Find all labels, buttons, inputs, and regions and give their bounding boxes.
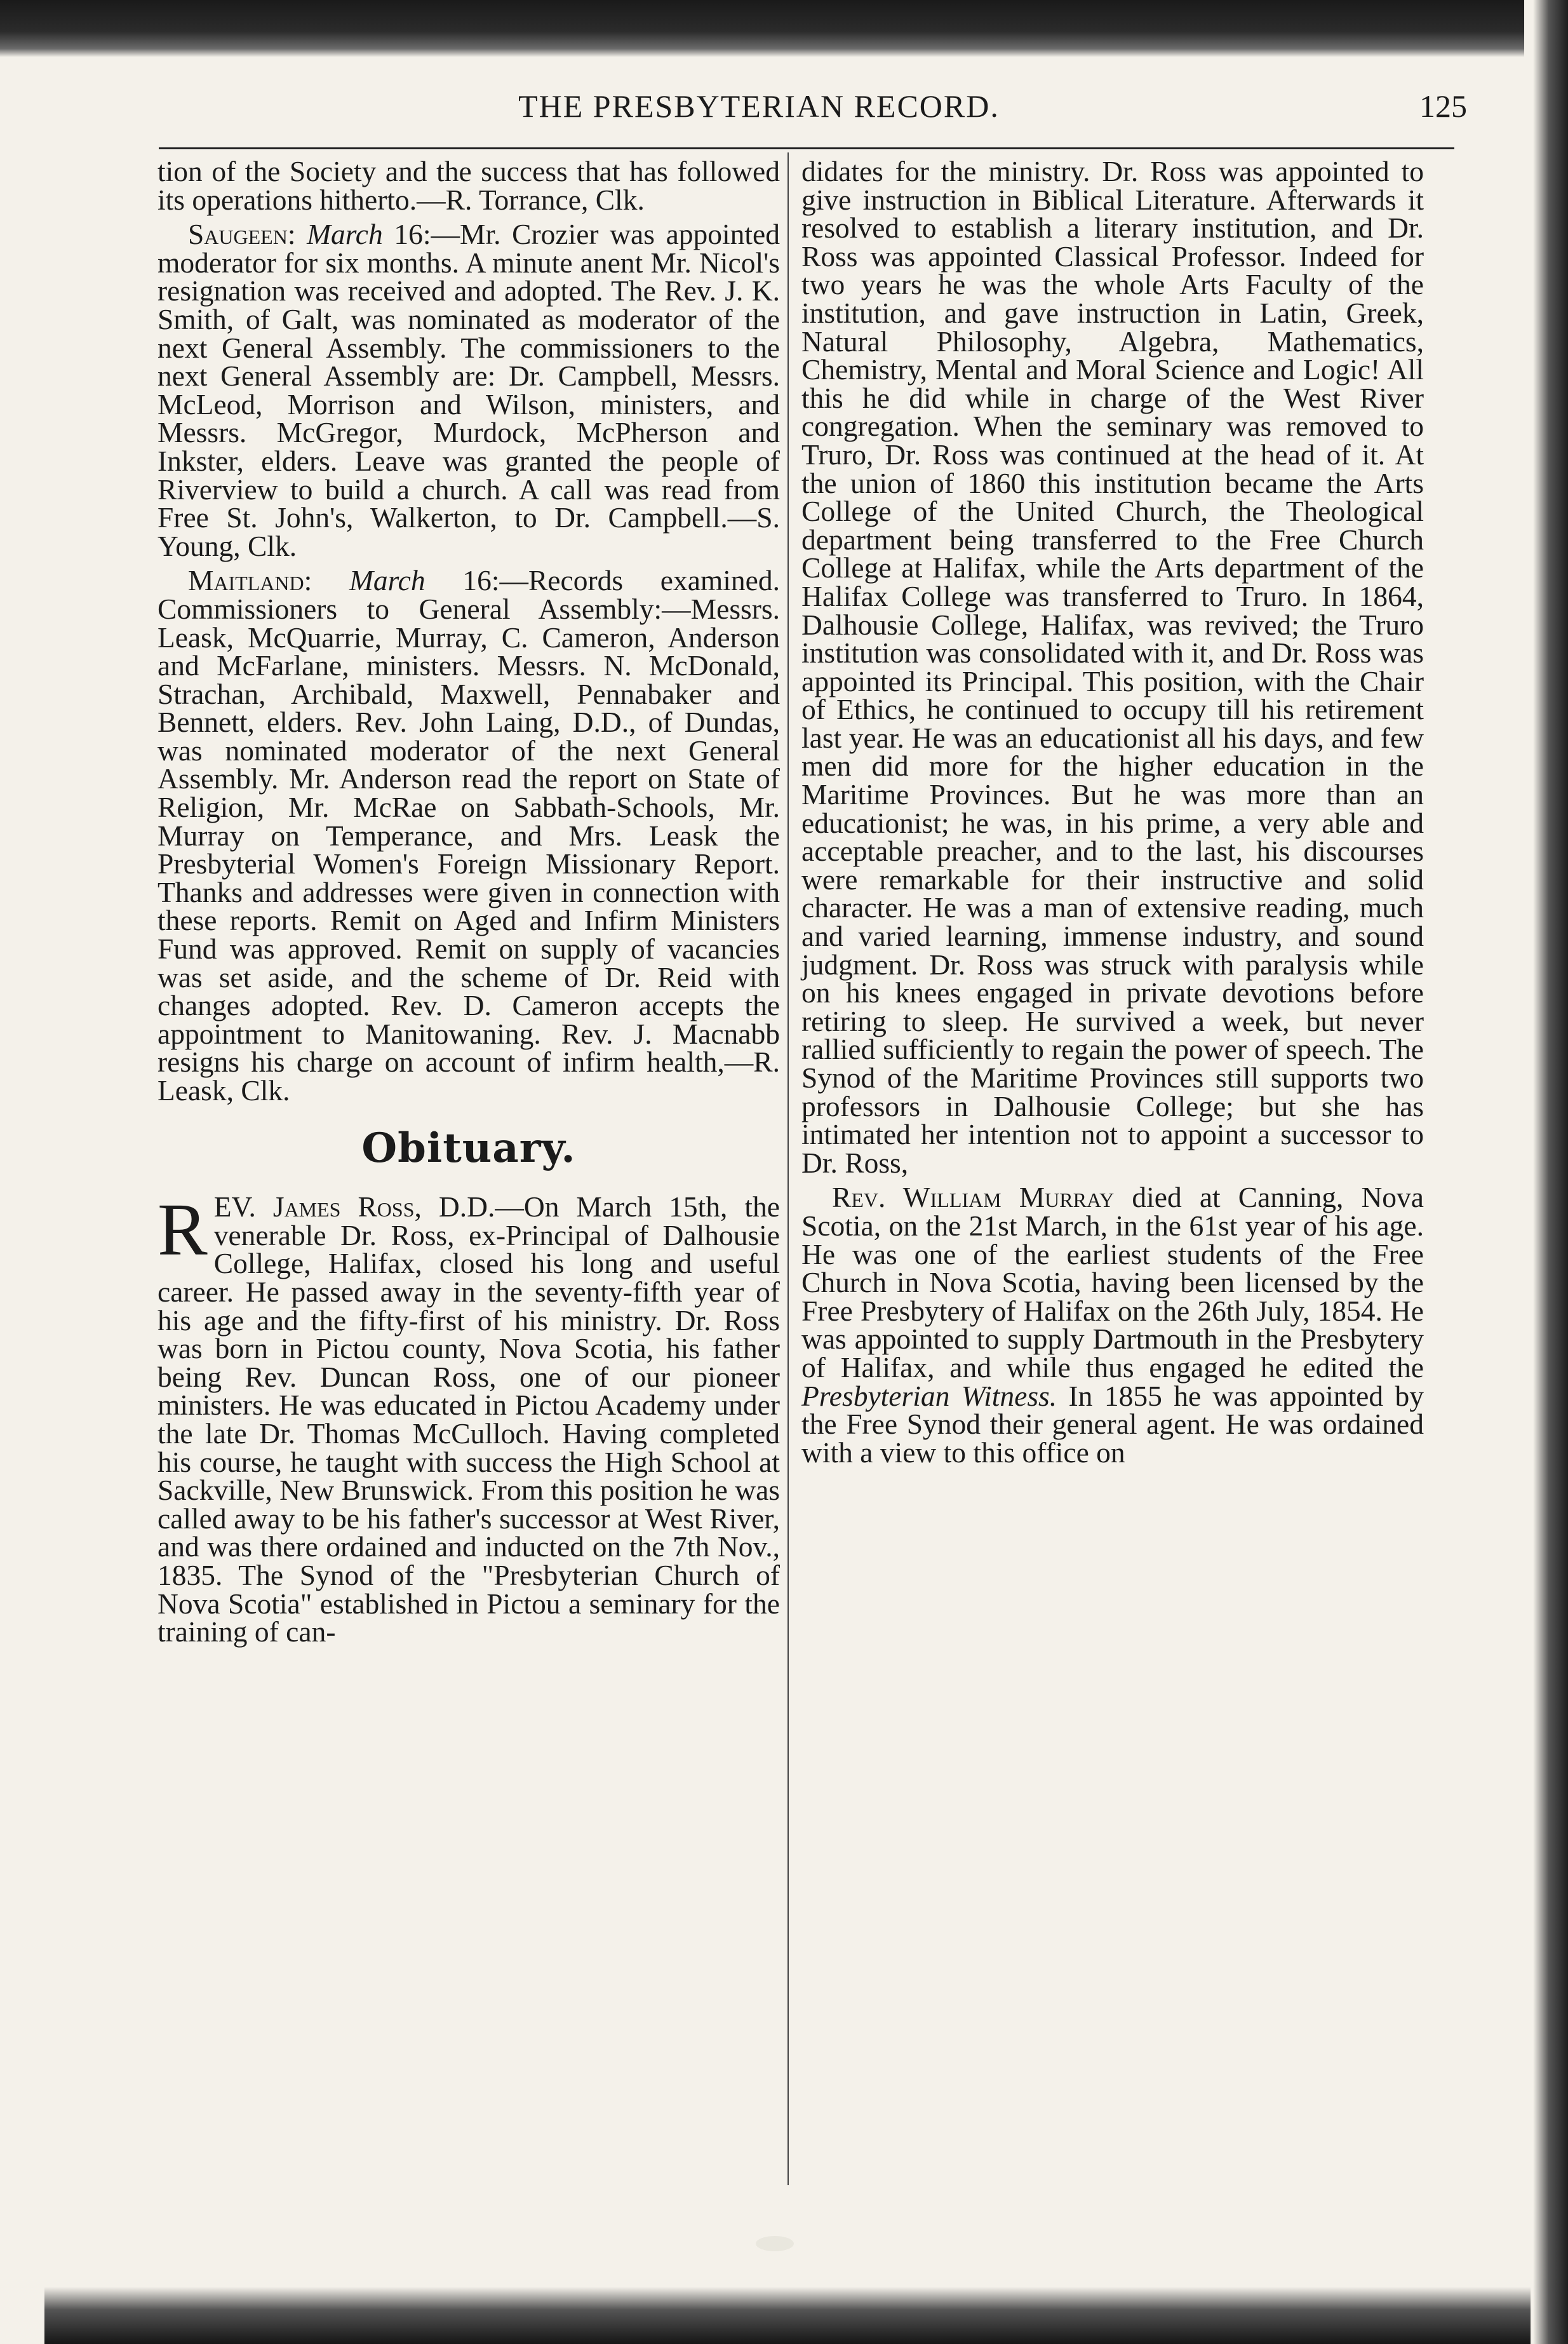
paper-blemish [756,2236,794,2251]
report-date: March [349,564,426,597]
ross-obituary [157,1188,780,1648]
page-number: 125 [1419,88,1467,124]
left-column [157,155,781,1653]
presbytery-name: Maitland: [188,564,312,597]
society-report-ending: tion of the Society and the success that has followed its operations hitherto.—R. Torrance, Clk. [157,155,780,216]
report-date: March [307,218,383,251]
scan-bottom-edge [44,2287,1531,2344]
running-title: THE PRESBYTERIAN RECORD. [518,88,1000,124]
saugeen-report [157,220,780,560]
maitland-report [157,564,781,1107]
obituary-heading: Obituary. [361,1124,576,1172]
ross-obituary-continued: didates for the ministry. Dr. Ross was appointed to give instruction in Biblical Literature. Afterwards it resolved to establish a literary institution, and Dr. Ross was appointed Classical Professor. Indeed for two years he was the whole Arts Faculty of the institution, and gave instruction in Latin, Greek, Natural Philosophy, Algebra, Mathematics, Chemistry, Mental and Moral Science and Logic! All this he did while in charge of the West River congregation. When the seminary was removed to Truro, Dr. Ross was continued at the head of it. At the union of 1860 this institution became the Arts College of the United Church, the Theological department being transferred to the Free Church College at Halifax, while the Arts department of the Halifax College was transferred to Truro. In 1864, Dalhousie College, Halifax, was revived; the Truro institution was consolidated with it, and Dr. Ross was appointed its Principal. This position, with the Chair of Ethics, he continued to occupy till his retirement last year. He was an educationist all his days, and few men did more for the higher education in the Maritime Provinces. But he was more than an educationist; he was, in his prime, a very able and acceptable preacher, and to the last, his discourses were remarkable for their instructive and solid character. He was a man of extensive reading, much and varied learning, immense industry, and sound judgment. Dr. Ross was struck with paralysis while on his knees engaged in private devotions before retiring to sleep. He survived a week, but never rallied sufficiently to regain the power of speech. The Synod of the Maritime Provinces still supports two professors in Dalhousie College; but she has intimated her intention not to appoint a successor to Dr. Ross, [801,155,1424,1179]
scan-right-edge [1533,0,1568,2344]
obituary-body-end: In 1855 he was appointed by the Free Synod their general agent. He was ordained with a view to this office on [801,1379,1424,1469]
scan-top-edge [0,0,1524,57]
publication-title: Presbyterian Witness. [801,1379,1057,1412]
header-rule [159,147,1454,149]
murray-obituary [801,1183,1424,1467]
obituary-subject: Rev. William Murray [832,1181,1115,1214]
report-body: 16:—Records examined. Commissioners to General Assembly:—Messrs. Leask, McQuarrie, Murray, C. Cameron, Anderson and McFarlane, ministers. Messrs. N. McDonald, Strachan, Archibald, Maxwell, Pennabaker and Bennett, elders. Rev. John Laing, D.D., of Dundas, was nominated moderator of the next General Assembly. Mr. Anderson read the report on State of Religion, Mr. McRae on Sabbath-Schools, Mr. Murray on Temperance, and Mrs. Leask the Presbyterial Women's Foreign Missionary Report. Thanks and addresses were given in connection with these reports. Remit on Aged and Infirm Ministers Fund was approved. Remit on supply of vacancies was set aside, and the scheme of Dr. Reid with changes adopted. Rev. D. Cameron accepts the appointment to Manitowaning. Rev. J. Macnabb resigns his charge on account of infirm health,—R. Leask, Clk. [157,564,781,1107]
column-divider [787,152,789,2185]
page-header [51,88,1467,132]
obituary-body: died at Canning, Nova Scotia, on the 21st March, in the 61st year of his age. He was one of the earliest students of the Free Church in Nova Scotia, having been licensed by the Free Presbytery of Halifax on the 26th July, 1854. He was appointed to supply Dartmouth in the Presbytery of Halifax, and while thus engaged he edited the [801,1181,1424,1384]
right-column [801,155,1424,1473]
presbytery-name: Saugeen: [188,218,296,251]
report-body: 16:—Mr. Crozier was appointed moderator for six months. A minute anent Mr. Nicol's resignation was received and adopted. The Rev. J. K. Smith, of Galt, was nominated as moderator of the next General Assembly. The commissioners to the next General Assembly are: Dr. Campbell, Messrs. McLeod, Morrison and Wilson, ministers, and Messrs. McGregor, Murdock, McPherson and Inkster, elders. Leave was granted the people of Riverview to build a church. A call was read from Free St. John's, Walkerton, to Dr. Campbell.—S. Young, Clk. [157,218,781,562]
obituary-body: —On March 15th, the venerable Dr. Ross, ex-Principal of Dalhousie College, Halifax, closed his long and useful career. He passed away in the seventy-fifth year of his age and the fifty-first of his ministry. Dr. Ross was born in Pictou county, Nova Scotia, his father being Rev. Duncan Ross, one of our pioneer ministers. He was educated in Pictou Academy under the late Dr. Thomas McCulloch. Having completed his course, he taught with success the High School at Sackville, New Brunswick. From this position he was called away to be his father's successor at West River, and was there ordained and inducted on the 7th Nov., 1835. The Synod of the "Presbyterian Church of Nova Scotia" established in Pictou a seminary for the training of can- [157,1190,780,1648]
obituary-subject: EV. James Ross, D.D. [213,1190,495,1223]
drop-cap: R [157,1188,208,1272]
